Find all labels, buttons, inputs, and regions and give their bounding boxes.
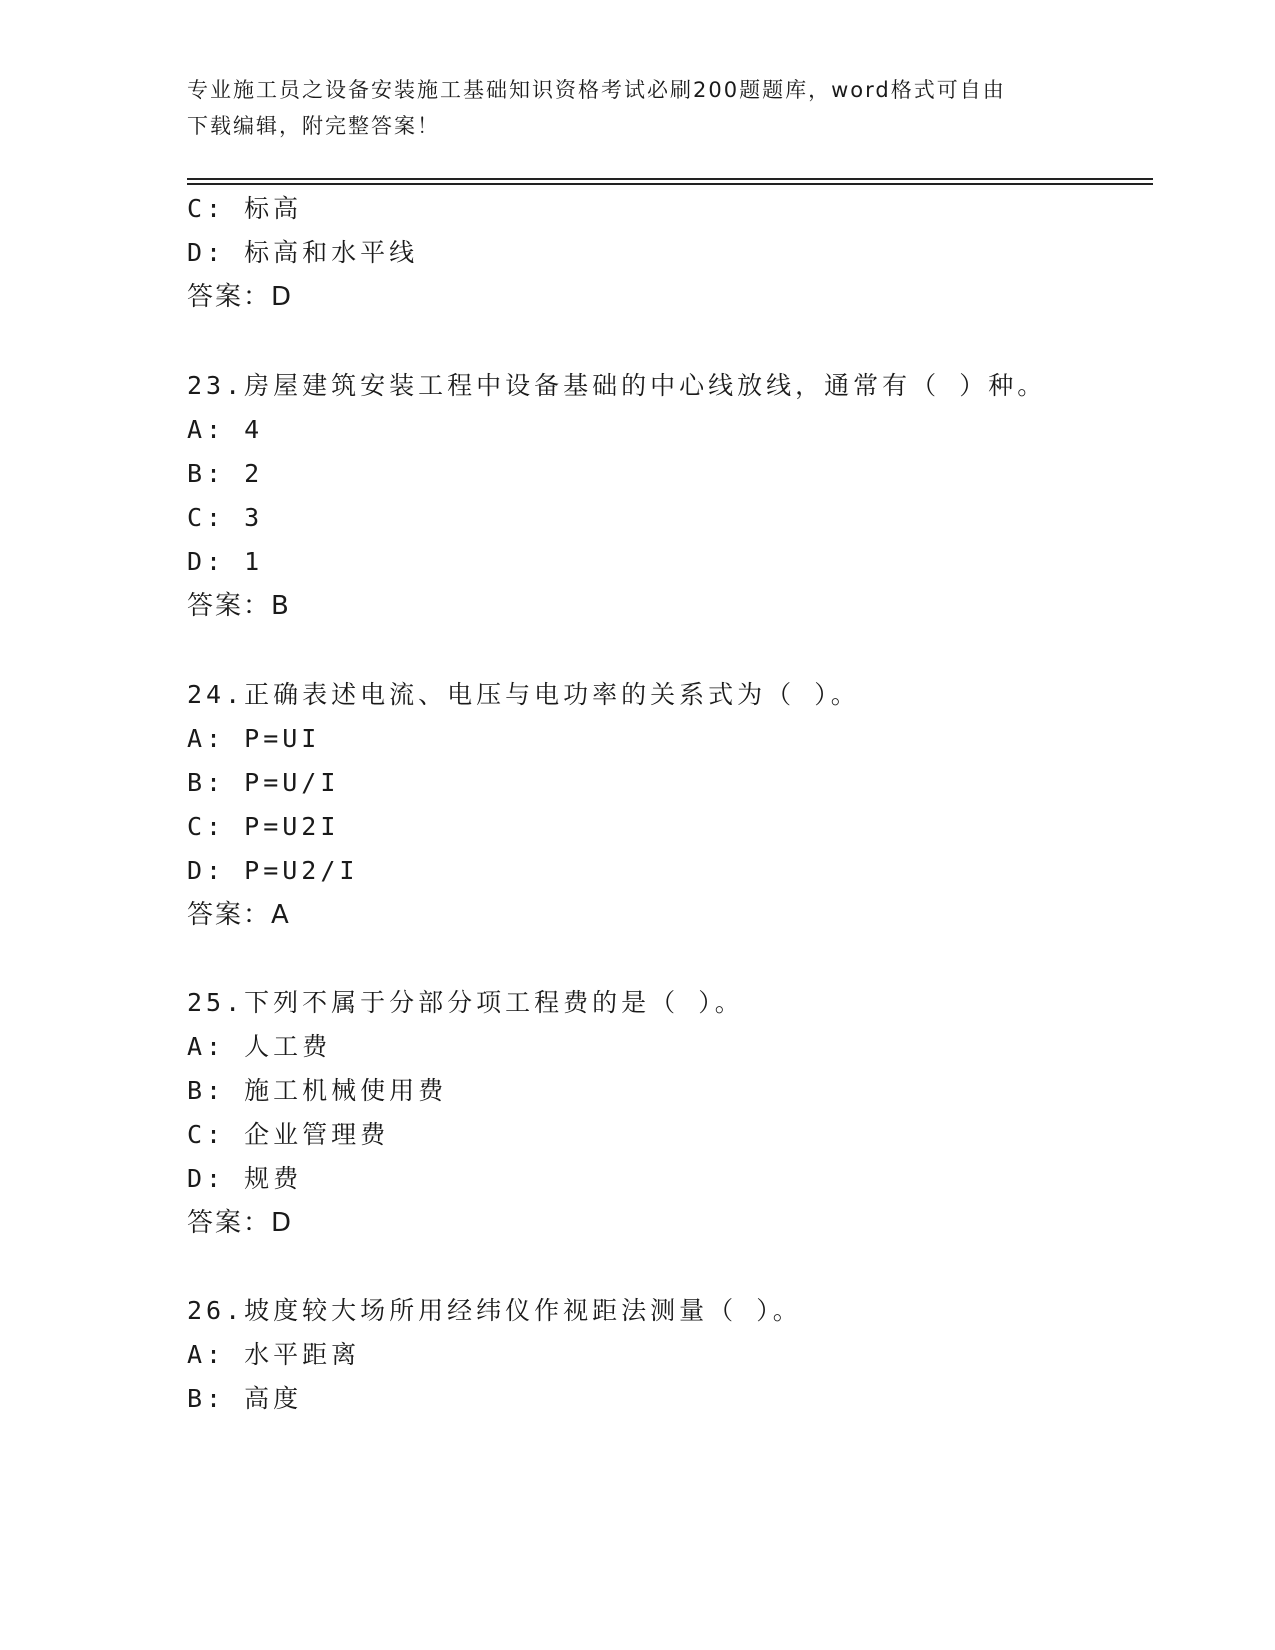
q25-option-c: C: 企业管理费 — [187, 1120, 390, 1149]
header-line-2: 下载编辑，附完整答案！ — [187, 114, 440, 138]
q24-question: 24.正确表述电流、电压与电功率的关系式为（ ）。 — [187, 680, 860, 709]
q23-option-c: C: 3 — [187, 503, 264, 532]
prev-option-d: D: 标高和水平线 — [187, 238, 419, 267]
header-divider-bottom — [187, 183, 1153, 185]
q26-option-a: A: 水平距离 — [187, 1340, 361, 1369]
q23-question: 23.房屋建筑安装工程中设备基础的中心线放线，通常有（ ）种。 — [187, 371, 1047, 400]
q25-question: 25.下列不属于分部分项工程费的是（ ）。 — [187, 988, 744, 1017]
document-header — [187, 72, 1067, 144]
q26-question: 26.坡度较大场所用经纬仪作视距法测量（ ）。 — [187, 1296, 802, 1325]
q23-option-b: B: 2 — [187, 459, 264, 488]
prev-option-c: C: 标高 — [187, 194, 303, 223]
q25-option-d: D: 规费 — [187, 1164, 303, 1193]
q24-option-c: C: P=U2I — [187, 812, 340, 841]
q24-option-a: A: P=UI — [187, 724, 321, 753]
header-line-1: 专业施工员之设备安装施工基础知识资格考试必刷200题题库，word格式可自由 — [187, 78, 1006, 102]
prev-answer: 答案：D — [187, 282, 294, 312]
q25-answer: 答案：D — [187, 1208, 294, 1238]
header-divider-top — [187, 178, 1153, 180]
q23-option-a: A: 4 — [187, 415, 264, 444]
q24-option-d: D: P=U2/I — [187, 856, 359, 885]
q25-option-b: B: 施工机械使用费 — [187, 1076, 448, 1105]
q25-option-a: A: 人工费 — [187, 1032, 332, 1061]
q24-option-b: B: P=U/I — [187, 768, 340, 797]
q23-answer: 答案：B — [187, 591, 291, 621]
q26-option-b: B: 高度 — [187, 1384, 303, 1413]
q23-option-d: D: 1 — [187, 547, 264, 576]
q24-answer: 答案：A — [187, 900, 291, 930]
